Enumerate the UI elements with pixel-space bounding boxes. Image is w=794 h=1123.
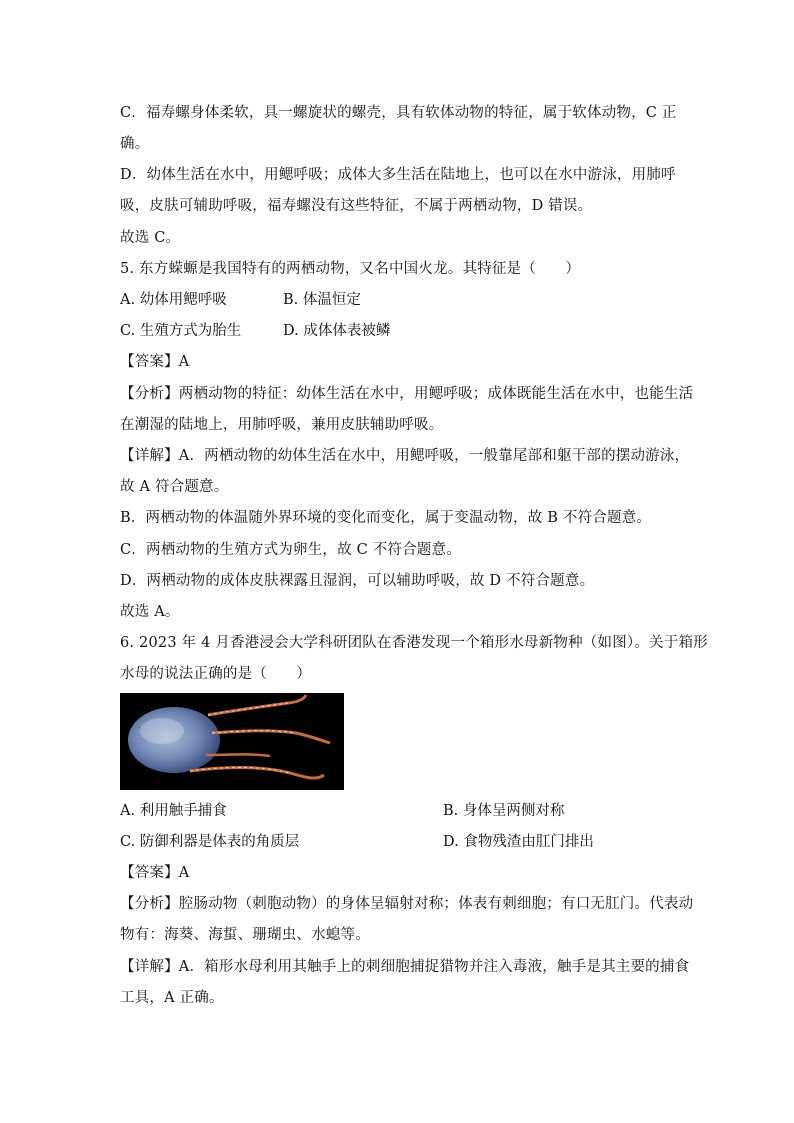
text-line: 故选 A。 bbox=[120, 604, 180, 620]
text-line: C．两栖动物的生殖方式为卵生，故 C 不符合题意。 bbox=[120, 542, 461, 558]
text-line: C．福寿螺身体柔软，具一螺旋状的螺壳，具有软体动物的特征，属于软体动物，C 正 bbox=[120, 105, 677, 121]
text-line: D．幼体生活在水中，用鳃呼吸；成体大多生活在陆地上，也可以在水中游泳，用肺呼 bbox=[120, 167, 676, 183]
text-line: 在潮湿的陆地上，用肺呼吸，兼用皮肤辅助呼吸。 bbox=[120, 417, 444, 433]
q6-option-d: D. 食物残渣由肛门排出 bbox=[443, 834, 594, 850]
q6-answer: 【答案】A bbox=[120, 865, 190, 881]
q5-option-c: C. 生殖方式为胎生 bbox=[120, 323, 242, 339]
q6-option-c: C. 防御利器是体表的角质层 bbox=[120, 834, 300, 850]
text-line: 确。 bbox=[120, 136, 150, 152]
text-line: 吸，皮肤可辅助呼吸，福寿螺没有这些特征，不属于两栖动物，D 错误。 bbox=[120, 198, 593, 214]
q5-option-d: D. 成体体表被鳞 bbox=[283, 323, 391, 339]
text-line: 故 A 符合题意。 bbox=[120, 479, 229, 495]
text-line: 工具，A 正确。 bbox=[120, 990, 224, 1006]
q5-detail: 【详解】A．两栖动物的幼体生活在水中，用鳃呼吸，一般靠尾部和躯干部的摆动游泳， bbox=[120, 448, 690, 464]
text-line: 水母的说法正确的是（ ） bbox=[120, 666, 312, 682]
text-line: 故选 C。 bbox=[120, 230, 181, 246]
q6-option-a: A. 利用触手捕食 bbox=[120, 803, 227, 819]
text-line: B．两栖动物的体温随外界环境的变化而变化，属于变温动物，故 B 不符合题意。 bbox=[120, 510, 652, 526]
q5-analysis: 【分析】两栖动物的特征：幼体生活在水中，用鳃呼吸；成体既能生活在水中，也能生活 bbox=[120, 386, 694, 402]
q5-answer: 【答案】A bbox=[120, 354, 190, 370]
question-6-stem: 6. 2023 年 4 月香港浸会大学科研团队在香港发现一个箱形水母新物种（如图）。关于箱形 bbox=[120, 635, 708, 651]
text-line: 物有：海葵、海蜇、珊瑚虫、水螅等。 bbox=[120, 927, 370, 943]
q5-option-b: B. 体温恒定 bbox=[283, 292, 361, 308]
text-line: D．两栖动物的成体皮肤裸露且湿润，可以辅助呼吸，故 D 不符合题意。 bbox=[120, 573, 595, 589]
q6-detail: 【详解】A．箱形水母利用其触手上的刺细胞捕捉猎物并注入毒液，触手是其主要的捕食 bbox=[120, 959, 690, 975]
jellyfish-illustration bbox=[120, 693, 344, 790]
q6-analysis: 【分析】腔肠动物（刺胞动物）的身体呈辐射对称；体表有刺细胞；有口无肛门。代表动 bbox=[120, 896, 694, 912]
q5-option-a: A. 幼体用鳃呼吸 bbox=[120, 292, 227, 308]
question-5-stem: 5. 东方蝾螈是我国特有的两栖动物，又名中国火龙。其特征是（ ） bbox=[120, 261, 581, 277]
box-jellyfish-photo bbox=[120, 693, 344, 790]
q6-option-b: B. 身体呈两侧对称 bbox=[443, 803, 565, 819]
